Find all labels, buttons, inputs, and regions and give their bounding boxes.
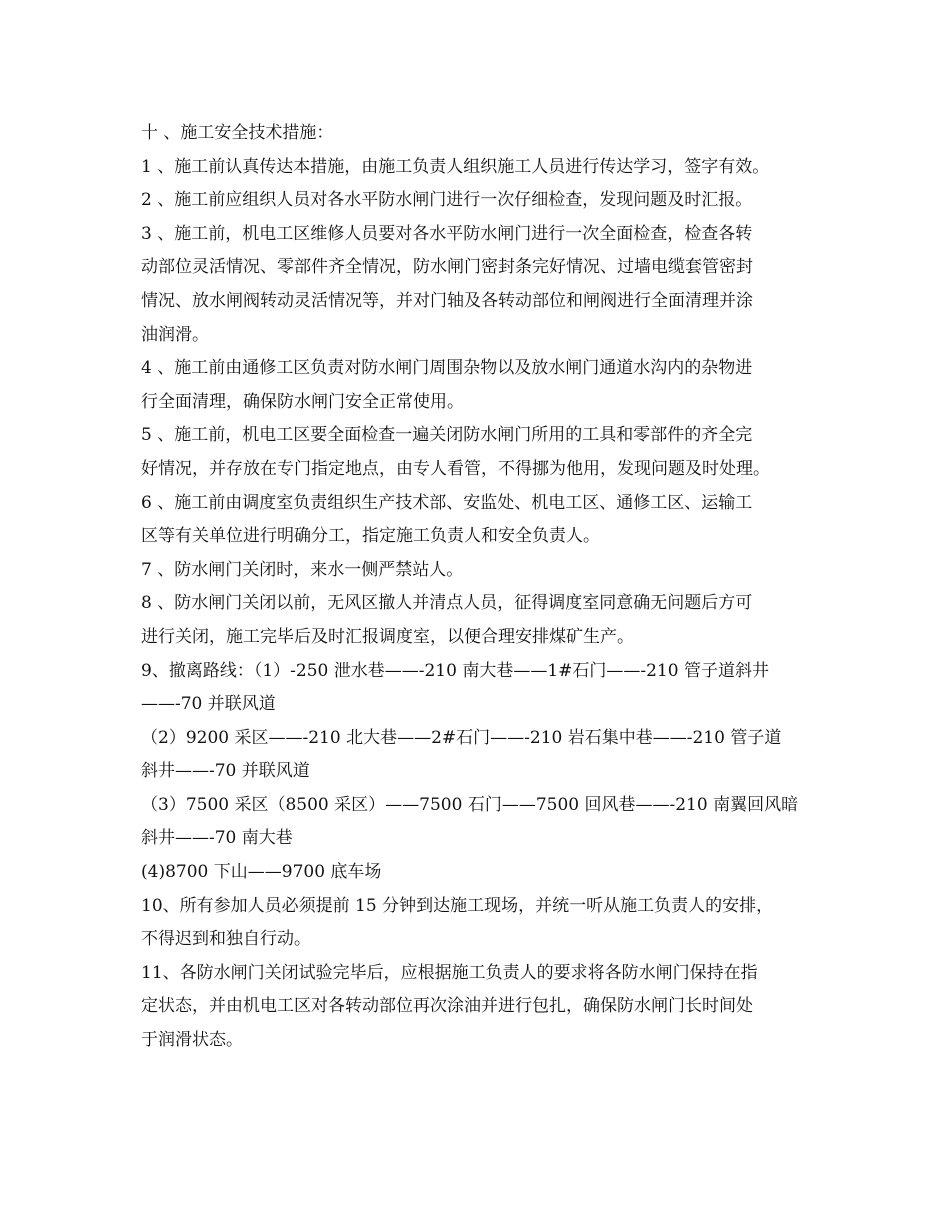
item-3-line-3: 情况、放水闸阀转动灵活情况等，并对门轴及各转动部位和闸阀进行全面清理并涂 [141, 290, 753, 311]
item-3-line-1: 3 、施工前，机电工区维修人员要对各水平防水闸门进行一次全面检查，检查各转 [141, 223, 753, 244]
item-2-line-1: 2 、施工前应组织人员对各水平防水闸门进行一次仔细检查，发现问题及时汇报。 [141, 190, 753, 211]
item-10-line-2: 不得迟到和独自行动。 [141, 929, 311, 950]
item-6-line-1: 6 、施工前由调度室负责组织生产技术部、安监处、机电工区、通修工区、运输工 [141, 492, 753, 513]
route-3-line-2: 斜井——-70 南大巷 [141, 828, 293, 849]
item-5-line-1: 5 、施工前，机电工区要全面检查一遍关闭防水闸门所用的工具和零部件的齐全完 [141, 425, 753, 446]
item-8-line-1: 8 、防水闸门关闭以前，无风区撤人并清点人员，征得调度室同意确无问题后方可 [141, 593, 753, 614]
route-4-line-1: (4)8700 下山——9700 底车场 [141, 862, 382, 883]
item-11-line-3: 于润滑状态。 [141, 1030, 243, 1051]
item-8-line-2: 进行关闭，施工完毕后及时汇报调度室，以便合理安排煤矿生产。 [141, 626, 634, 647]
item-10-line-1: 10、所有参加人员必须提前 15 分钟到达施工现场，并统一听从施工负责人的安排， [141, 895, 774, 916]
item-11-line-1: 11、各防水闸门关闭试验完毕后，应根据施工负责人的要求将各防水闸门保持在指 [141, 962, 758, 983]
item-5-line-2: 好情况，并存放在专门指定地点，由专人看管，不得挪为他用，发现问题及时处理。 [141, 458, 770, 479]
item-3-line-2: 动部位灵活情况、零部件齐全情况，防水闸门密封条完好情况、过墙电缆套管密封 [141, 257, 753, 278]
item-7-line-1: 7 、防水闸门关闭时，来水一侧严禁站人。 [141, 559, 464, 580]
item-4-line-1: 4 、施工前由通修工区负责对防水闸门周围杂物以及放水闸门通道水沟内的杂物进 [141, 358, 753, 379]
route-2-line-1: （2）9200 采区——-210 北大巷——2#石门——-210 岩石集中巷——-210 管子道 [141, 727, 782, 748]
item-3-line-4: 油润滑。 [141, 324, 209, 345]
document-body [141, 117, 831, 1058]
item-4-line-2: 行全面清理，确保防水闸门安全正常使用。 [141, 391, 464, 412]
route-3-line-1: （3）7500 采区（8500 采区）——7500 石门——7500 回风巷——-210 南翼回风暗 [141, 794, 799, 815]
route-2-line-2: 斜井——-70 并联风道 [141, 761, 310, 782]
item-9-line-2: ——-70 并联风道 [141, 694, 276, 715]
item-9-line-1: 9、撤离路线：（1）-250 泄水巷——-210 南大巷——1#石门——-210 管子道斜井 [141, 660, 769, 681]
section-heading: 十 、施工安全技术措施： [141, 123, 334, 143]
item-1-line-1: 1 、施工前认真传达本措施，由施工负责人组织施工人员进行传达学习，签字有效。 [141, 156, 770, 177]
item-11-line-2: 定状态，并由机电工区对各转动部位再次涂油并进行包扎，确保防水闸门长时间处 [141, 996, 753, 1017]
item-6-line-2: 区等有关单位进行明确分工，指定施工负责人和安全负责人。 [141, 526, 600, 547]
